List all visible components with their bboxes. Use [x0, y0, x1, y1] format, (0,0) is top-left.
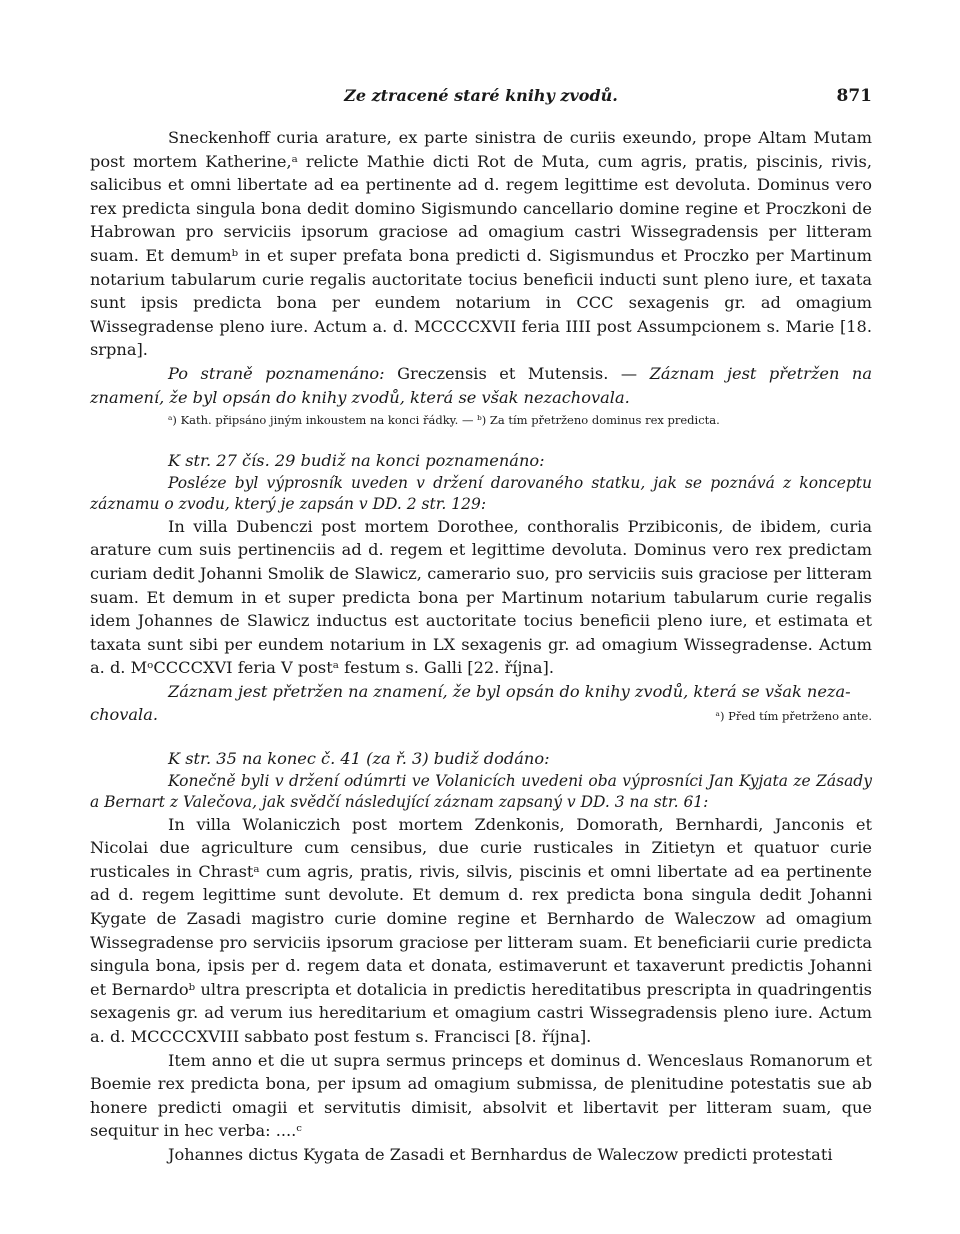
margin-note-latin: Greczensis et Mutensis. [397, 363, 609, 383]
margin-note-1 [90, 362, 872, 409]
latin-record-3: In villa Wolaniczich post mortem Zdenkonis, Domorath, Bernhardi, Janconis et Nicolai due agriculture cum censibus, due curie rusticales in Zitietyn et quatuor curie rusticales in Chrastᵃ cum agris, pratis, rivis, silvis, piscinis et omni libertate ad ea pertinente ad d. regem legittime sunt devolute. Et demum d. rex predicta bona singula dedit Johanni Kygate de Zasadi magistro curie domine regine et Bernhardo de Waleczow ad omagium Wissegradense pro serviciis ipsorum graciose per litteram suam. Et beneficiarii curie predicta singula bona, ipsis per d. regem data et donata, estimaverunt et taxaverunt predictis Johanni et Bernardoᵇ ultra prescripta et dotalicia in predictis hereditatibus prescripta in quadringentis sexagenis gr. ad verum ius hereditarium et omagium castri Wissegradensis pleno iure. Actum a. d. MCCCCXVIII sabbato post festum s. Francisci [8. října]. [90, 814, 872, 1046]
latin-record-1: Sneckenhoff curia arature, ex parte sinistra de curiis exeundo, prope Altam Mutam post mortem Katherine,ᵃ relicte Mathie dicti Rot de Muta, cum agris, pratis, piscinis, rivis, salicibus et omni libertate ad ea pertinente ad d. regem legittime est devoluta. Dominus vero rex predicta singula bona dedit domino Sigismundo cancellario domine regine et Proczkoni de Habrowan pro serviciis ipsorum graciose ad omagium castri Wissegradensis per litteram suam. Et demumᵇ in et super prefata bona predicti d. Sigismundus et Proczko per Martinum notarium tabularum curie regalis auctoritate tocius beneficii inducti sunt pleno iure, et taxata sunt ipsis predicta bona per eundem notarium in CCC sexagenis gr. ad omagium Wissegradense pleno iure. Actum a. d. MCCCCXVII feria IIII post Assumpcionem s. Marie [18. srpna]. [90, 128, 872, 360]
section-heading-3: K str. 35 na konec č. 41 (za ř. 3) budiž dodáno: [168, 749, 550, 769]
section-intro-3: Konečně byli v držení odúmrti ve Volanicích uvedeni oba výprosníci Jan Kyjata ze Zásady a Bernart z Valečova, jak svědčí následující záznam zapsaný v DD. 3 na str. 61: [90, 771, 872, 811]
latin-record-5: Johannes dictus Kygata de Zasadi et Bernhardus de Waleczow predicti protestati [168, 1144, 833, 1164]
running-title: Ze ztracené staré knihy zvodů. [344, 86, 618, 105]
margin-note-czech: Záznam jest přetržen na znamení, že byl opsán do knihy zvodů, která se však nezachovala. [90, 363, 872, 407]
record-note-2: Záznam jest přetržen na znamení, že byl opsán do knihy zvodů, která se však neza- [168, 681, 851, 701]
section-intro-2: Posléze byl výprosník uveden v držení darovaného statku, jak se poznává z konceptu záznamu o zvodu, který je zapsán v DD. 2 str. 129: [90, 473, 872, 513]
margin-note-label: Po straně poznamenáno: [168, 363, 385, 383]
page [90, 82, 872, 1167]
running-header [90, 82, 872, 112]
latin-record-4: Item anno et die ut supra sermus princeps et dominus d. Wenceslaus Romanorum et Boemie rex predicta bona, per ipsum ad omagium submissa, de plenitudine potestatis sue ab honere predicti omagii et servitutis dimisit, absolvit et libertavit per litteram suam, que sequitur in hec verba: ....ᶜ [90, 1050, 872, 1141]
margin-note-dash: — [620, 363, 638, 383]
latin-record-2: In villa Dubenczi post mortem Dorothee, conthoralis Przibiconis, de ibidem, curia arature cum suis pertinenciis ad d. regem et legittime devoluta. Dominus vero rex predictam curiam dedit Johanni Smolik de Slawicz, camerario suo, pro serviciis suis graciose per litteram suam. Et demum in et super predicta bona per Martinum notarium tabularum curie regalis idem Johannes de Slawicz inductus est auctoritate tocius beneficii pleno iure, et estimata et taxata sunt sibi per eundem notarium in LX sexagenis gr. ad omagium Wissegradense. Actum a. d. MᵒCCCCXVI feria V postᵃ festum s. Galli [22. října]. [90, 516, 872, 678]
footnotes-1: ᵃ) Kath. připsáno jiným inkoustem na konci řádky. — ᵇ) Za tím přetrženo dominus rex predicta. [168, 413, 720, 428]
footnotes-2: ᵃ) Před tím přetrženo ante. [715, 709, 872, 724]
record-note-2-end: chovala. [90, 705, 159, 725]
section-heading-2: K str. 27 čís. 29 budiž na konci poznamenáno: [168, 451, 545, 471]
page-number: 871 [836, 86, 872, 106]
